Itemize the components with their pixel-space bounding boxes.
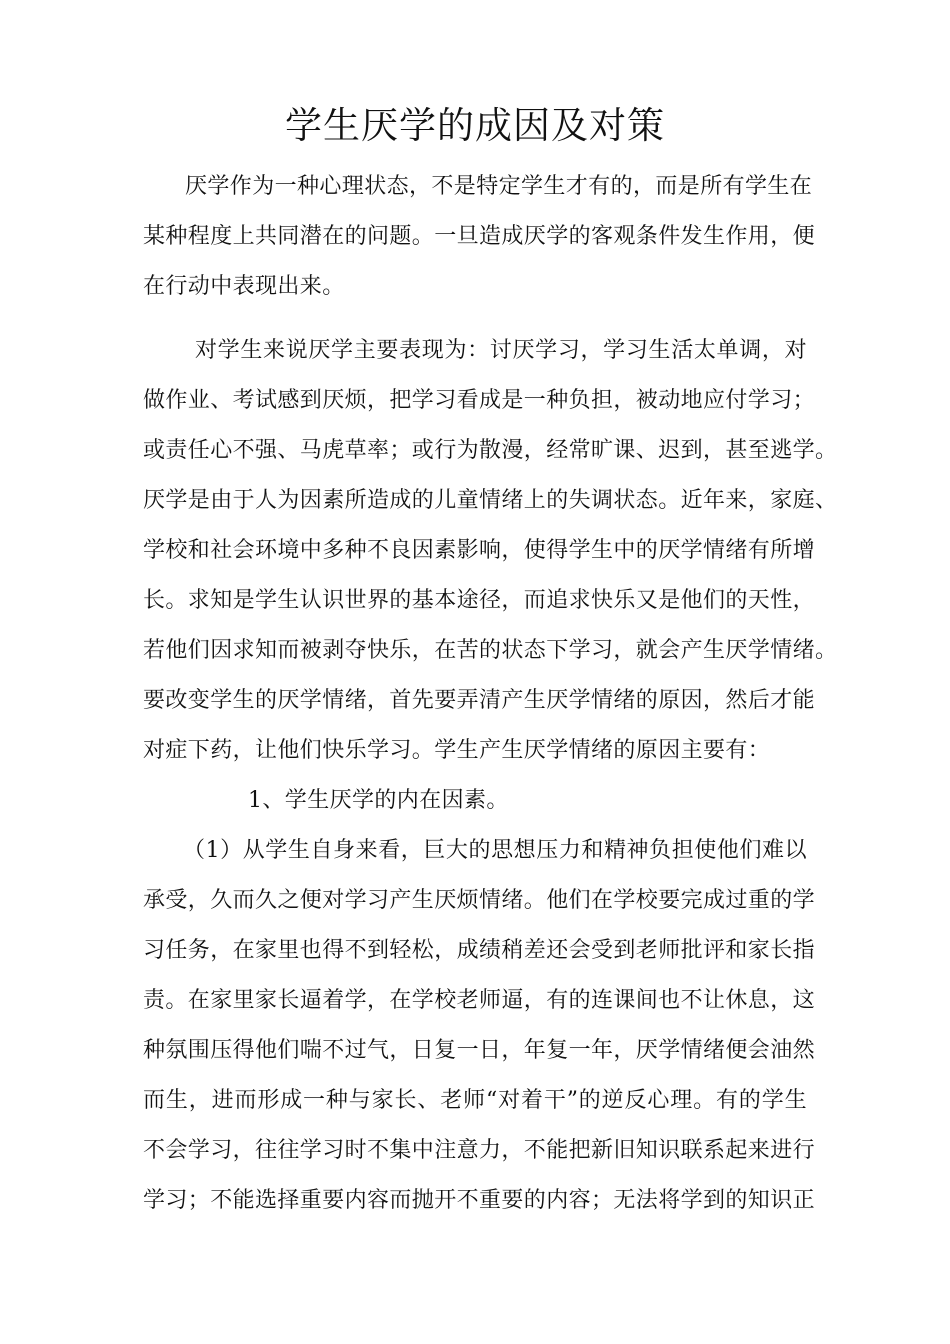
paragraph-line: 习任务，在家里也得不到轻松，成绩稍差还会受到老师批评和家长指 [143, 938, 816, 963]
paragraph-line: 厌学是由于人为因素所造成的儿童情绪上的失调状态。近年来，家庭、 [143, 488, 838, 513]
paragraph-line: 学校和社会环境中多种不良因素影响，使得学生中的厌学情绪有所增 [143, 538, 816, 563]
paragraph-line: 长。求知是学生认识世界的基本途径，而追求快乐又是他们的天性， [143, 588, 816, 613]
paragraph-line: 对学生来说厌学主要表现为：讨厌学习，学习生活太单调，对 [195, 338, 807, 363]
paragraph-line: 不会学习，往往学习时不集中注意力，不能把新旧知识联系起来进行 [143, 1138, 816, 1163]
paragraph-line: 在行动中表现出来。 [143, 274, 345, 299]
section-heading: 1、学生厌学的内在因素。 [248, 788, 509, 813]
paragraph-line: 若他们因求知而被剥夺快乐，在苦的状态下学习，就会产生厌学情绪。 [143, 638, 838, 663]
paragraph-line: 某种程度上共同潜在的问题。一旦造成厌学的客观条件发生作用，便 [143, 224, 816, 249]
paragraph-line: 做作业、考试感到厌烦，把学习看成是一种负担，被动地应付学习； [143, 388, 816, 413]
paragraph-line: 种氛围压得他们喘不过气，日复一日，年复一年，厌学情绪便会油然 [143, 1038, 816, 1063]
paragraph-line: （1）从学生自身来看，巨大的思想压力和精神负担使他们难以 [183, 838, 807, 863]
paragraph-line: 或责任心不强、马虎草率；或行为散漫，经常旷课、迟到，甚至逃学。 [143, 438, 838, 463]
paragraph-line: 要改变学生的厌学情绪，首先要弄清产生厌学情绪的原因，然后才能 [143, 688, 816, 713]
document-body [143, 162, 838, 1226]
paragraph-spacer [143, 312, 807, 326]
document-title: 学生厌学的成因及对策 [285, 104, 665, 147]
paragraph-line: 对症下药，让他们快乐学习。学生产生厌学情绪的原因主要有： [143, 738, 771, 763]
paragraph-line: 而生，进而形成一种与家长、老师“对着干”的逆反心理。有的学生 [143, 1088, 807, 1113]
paragraph-line: 责。在家里家长逼着学，在学校老师逼，有的连课间也不让休息，这 [143, 988, 816, 1013]
paragraph-line: 学习；不能选择重要内容而抛开不重要的内容；无法将学到的知识正 [143, 1188, 816, 1213]
paragraph-line: 厌学作为一种心理状态，不是特定学生才有的，而是所有学生在 [185, 174, 813, 199]
paragraph-line: 承受，久而久之便对学习产生厌烦情绪。他们在学校要完成过重的学 [143, 888, 816, 913]
